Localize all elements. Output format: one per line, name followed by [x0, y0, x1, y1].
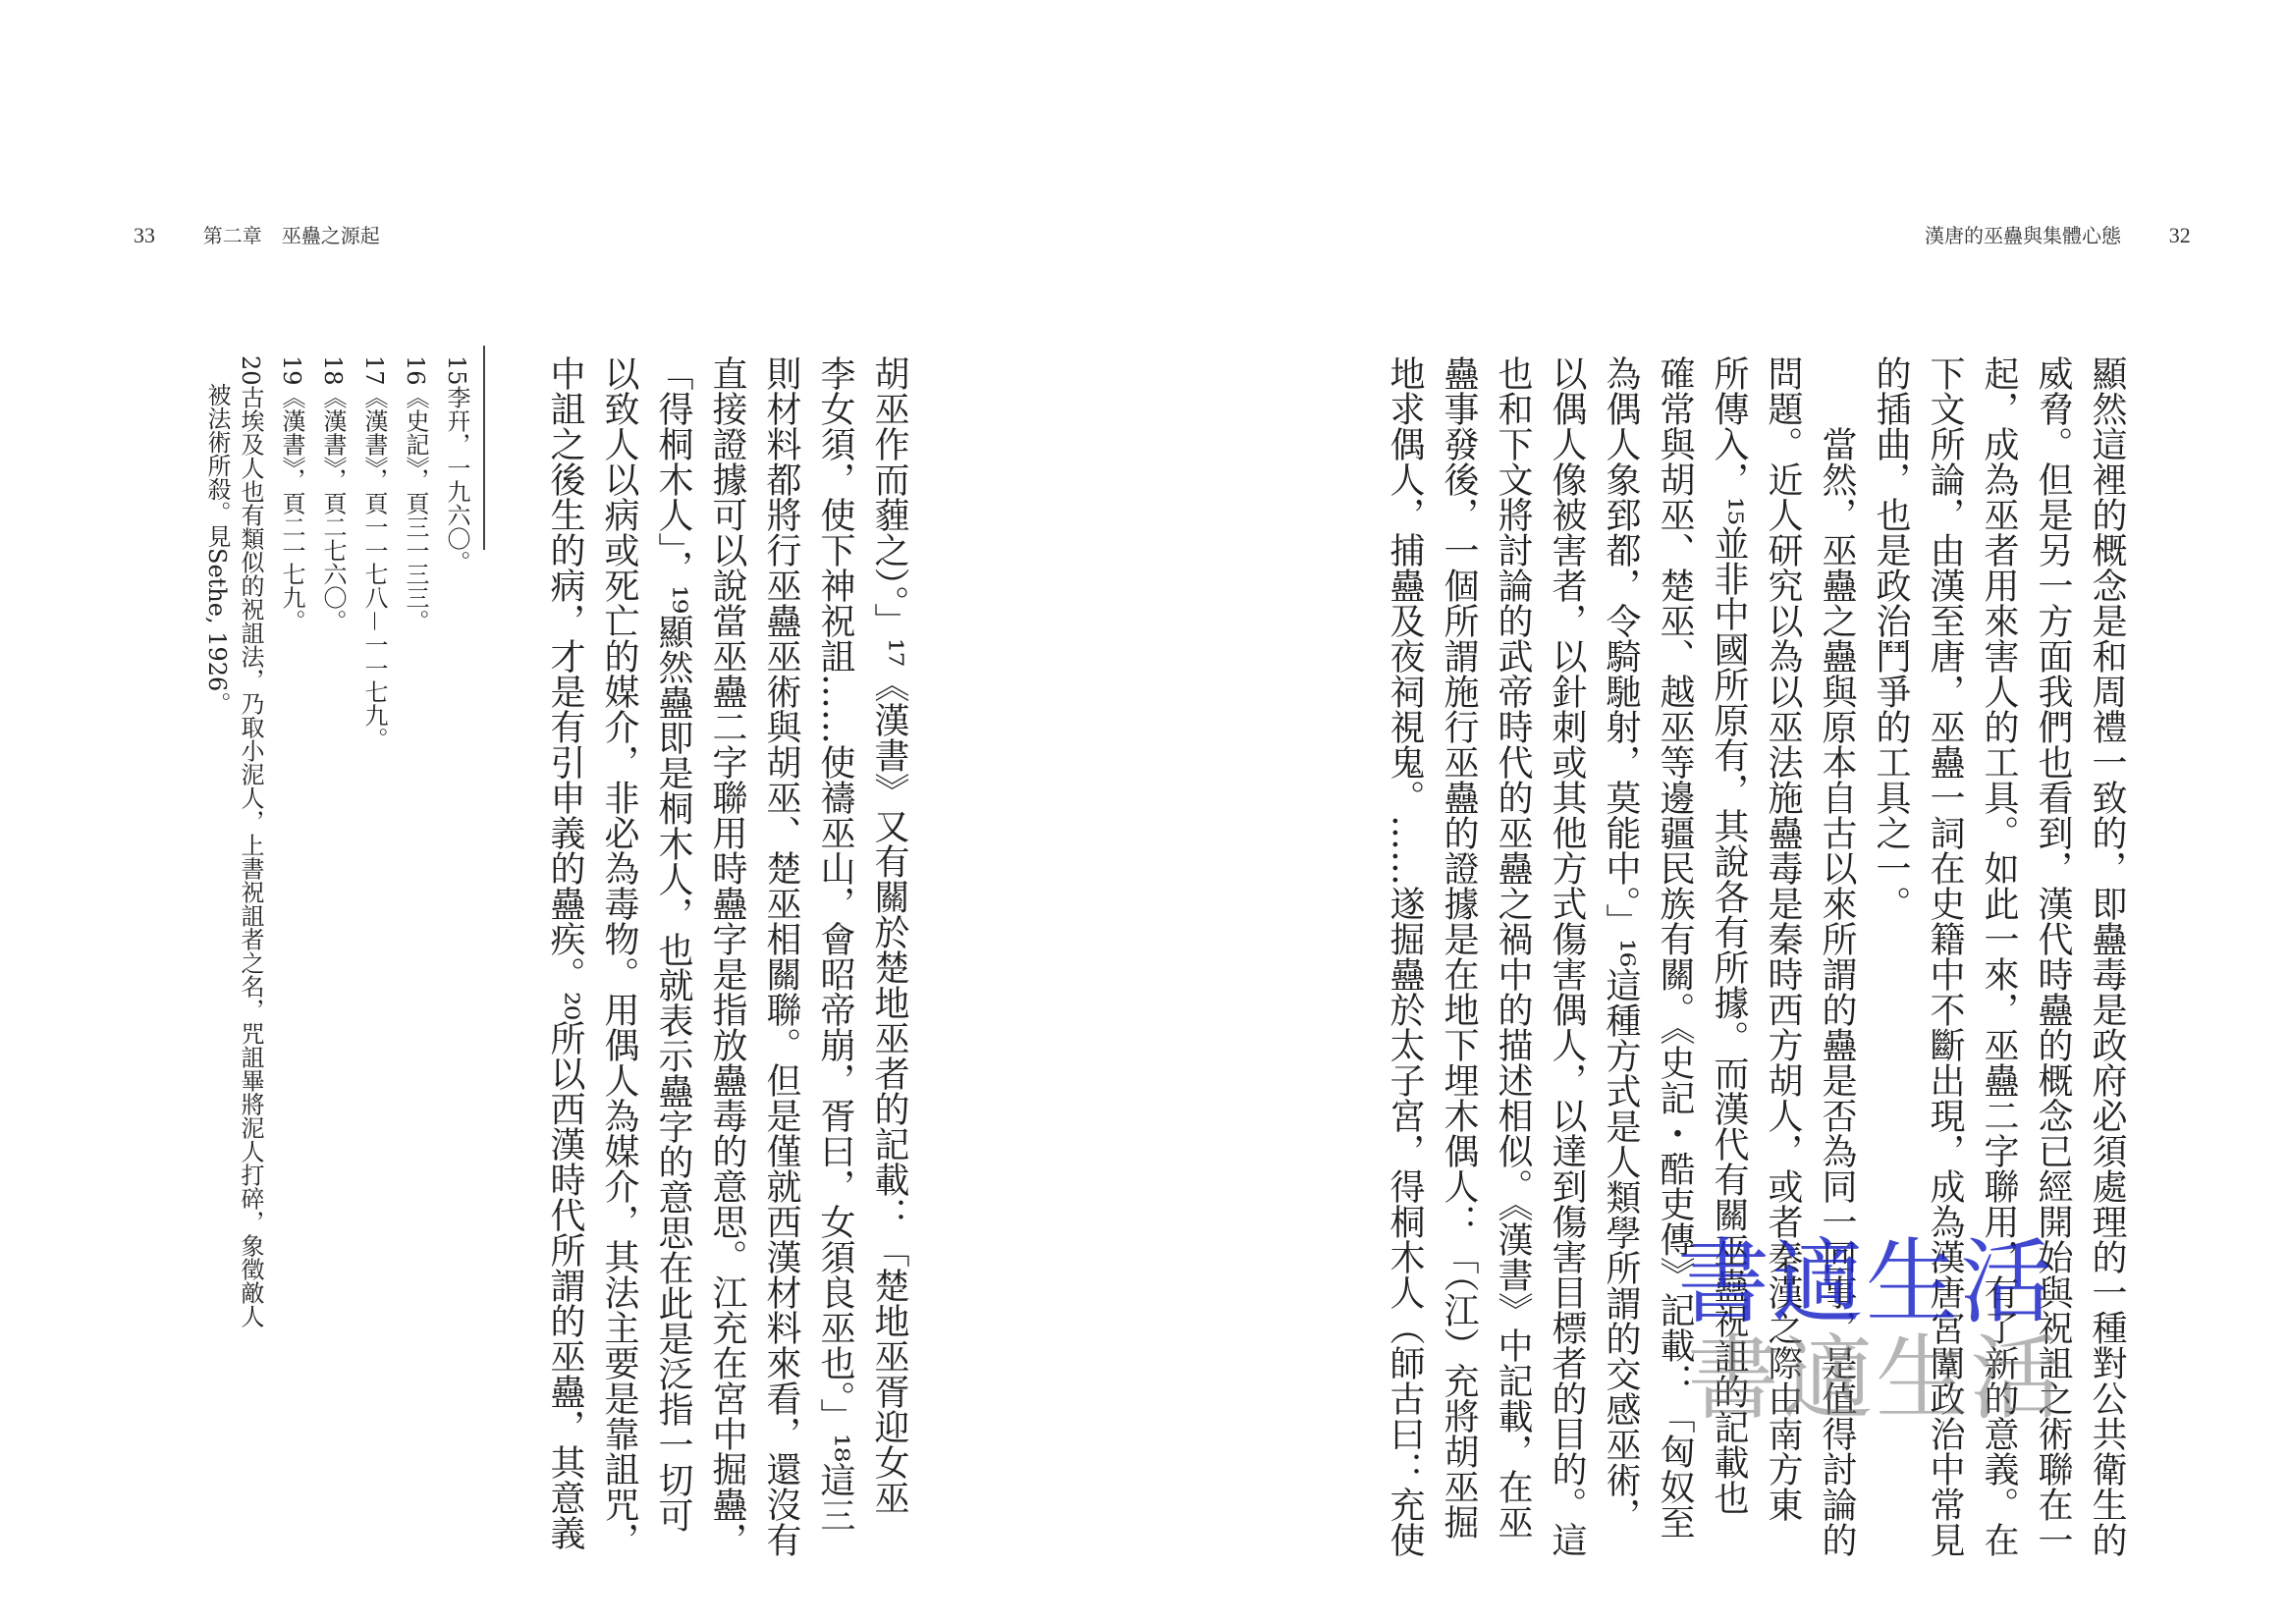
- text-column: 以偶人像被害者，以針刺或其他方式傷害偶人，以達到傷害目標者的目的。這: [1547, 355, 1587, 1557]
- text-column: 起，成為巫者用來害人的工具。如此一來，巫蠱二字聯用，有了新的意義。在: [1979, 355, 2019, 1557]
- footnote-separator: [483, 346, 485, 550]
- footnote: 19《漢書》，頁二一七九。: [278, 355, 305, 633]
- watermark-shadow: 書適生活: [1687, 1326, 2065, 1433]
- text-column: 確常與胡巫、楚巫、越巫等邊疆民族有關。《史記・酷吏傳》記載：「匈奴至: [1655, 355, 1695, 1540]
- left-page-header: [134, 220, 380, 248]
- text-column: 威脅。但是另一方面我們也看到，漢代時蠱的概念已經開始與祝詛之術聯在一: [2033, 355, 2073, 1557]
- text-column: 胡巫作而薶之）。」¹⁷《漢書》又有關於楚地巫者的記載：「楚地巫胥迎女巫: [869, 355, 909, 1515]
- text-column: 問題。近人研究以為以巫法施蠱毒是秦時西方胡人，或者秦漢之際由南方東: [1763, 355, 1803, 1522]
- text-column: 則材料都將行巫蠱巫術與胡巫、楚巫相關聯。但是僅就西漢材料來看，還沒有: [761, 355, 801, 1557]
- footnote: 17《漢書》，頁一一七八－一一七九。: [360, 355, 388, 751]
- left-running-head: 第二章 巫蠱之源起: [202, 224, 380, 247]
- text-column: 的插曲，也是政治鬥爭的工具之一。: [1871, 355, 1911, 921]
- footnote: 被法術所殺。見Sethe, 1926。: [203, 383, 231, 716]
- text-column: 當然，巫蠱之蠱與原本自古以來所謂的蠱是否為同一回事，是值得討論的: [1817, 355, 1857, 1557]
- left-page-number: 33: [134, 223, 155, 247]
- text-column: 顯然這裡的概念是和周禮一致的，即蠱毒是政府必須處理的一種對公共衛生的: [2087, 355, 2127, 1557]
- text-column: 以致人以病或死亡的媒介，非必為毒物。用偶人為媒介，其法主要是靠詛咒，: [599, 355, 639, 1557]
- right-page-header: [1925, 220, 2191, 248]
- footnote: 20古埃及人也有類似的祝詛法，乃取小泥人，上書祝詛者之名，咒詛畢將泥人打碎，象徵敵人: [237, 355, 264, 1328]
- footnote: 18《漢書》，頁二七六〇。: [319, 355, 347, 633]
- footnote: 16《史記》，頁三一三三。: [402, 355, 429, 633]
- right-page-number: 32: [2168, 223, 2191, 247]
- text-column: 為偶人象郅都，令騎馳射，莫能中。」¹⁶這種方式是人類學所謂的交感巫術，: [1601, 355, 1641, 1533]
- text-column: 「得桐木人」，¹⁹顯然蠱即是桐木人，也就表示蠱字的意思在此是泛指一切可: [653, 355, 693, 1533]
- text-column: 地求偶人，捕蠱及夜祠視鬼。……遂掘蠱於太子宮，得桐木人（師古曰：充使: [1385, 355, 1425, 1557]
- text-column: 也和下文將討論的武帝時代的巫蠱之禍中的描述相似。《漢書》中記載，在巫: [1493, 355, 1533, 1540]
- text-column: 李女須，使下神祝詛……使禱巫山，會昭帝崩，胥曰，女須良巫也。」¹⁸這三: [815, 355, 855, 1533]
- text-column: 中詛之後生的病，才是有引申義的蠱疾。²⁰所以西漢時代所謂的巫蠱，其意義: [545, 355, 585, 1550]
- text-column: 蠱事發後，一個所謂施行巫蠱的證據是在地下埋木偶人：「（江）充將胡巫掘: [1439, 355, 1479, 1540]
- text-column: 直接證據可以說當巫蠱二字聯用時蠱字是指放蠱毒的意思。江充在宮中掘蠱，: [707, 355, 747, 1557]
- text-column: 下文所論，由漢至唐，巫蠱一詞在史籍中不斷出現，成為漢唐宮闈政治中常見: [1925, 355, 1965, 1557]
- right-running-head: 漢唐的巫蠱與集體心態: [1925, 224, 2121, 247]
- footnote: 15李幵，一九六〇。: [443, 355, 470, 574]
- watermark: 書適生活: [1677, 1229, 2055, 1336]
- text-column: 所傳入，¹⁵並非中國所原有，其說各有所據。而漢代有關巫蠱祝詛的記載也: [1709, 355, 1749, 1515]
